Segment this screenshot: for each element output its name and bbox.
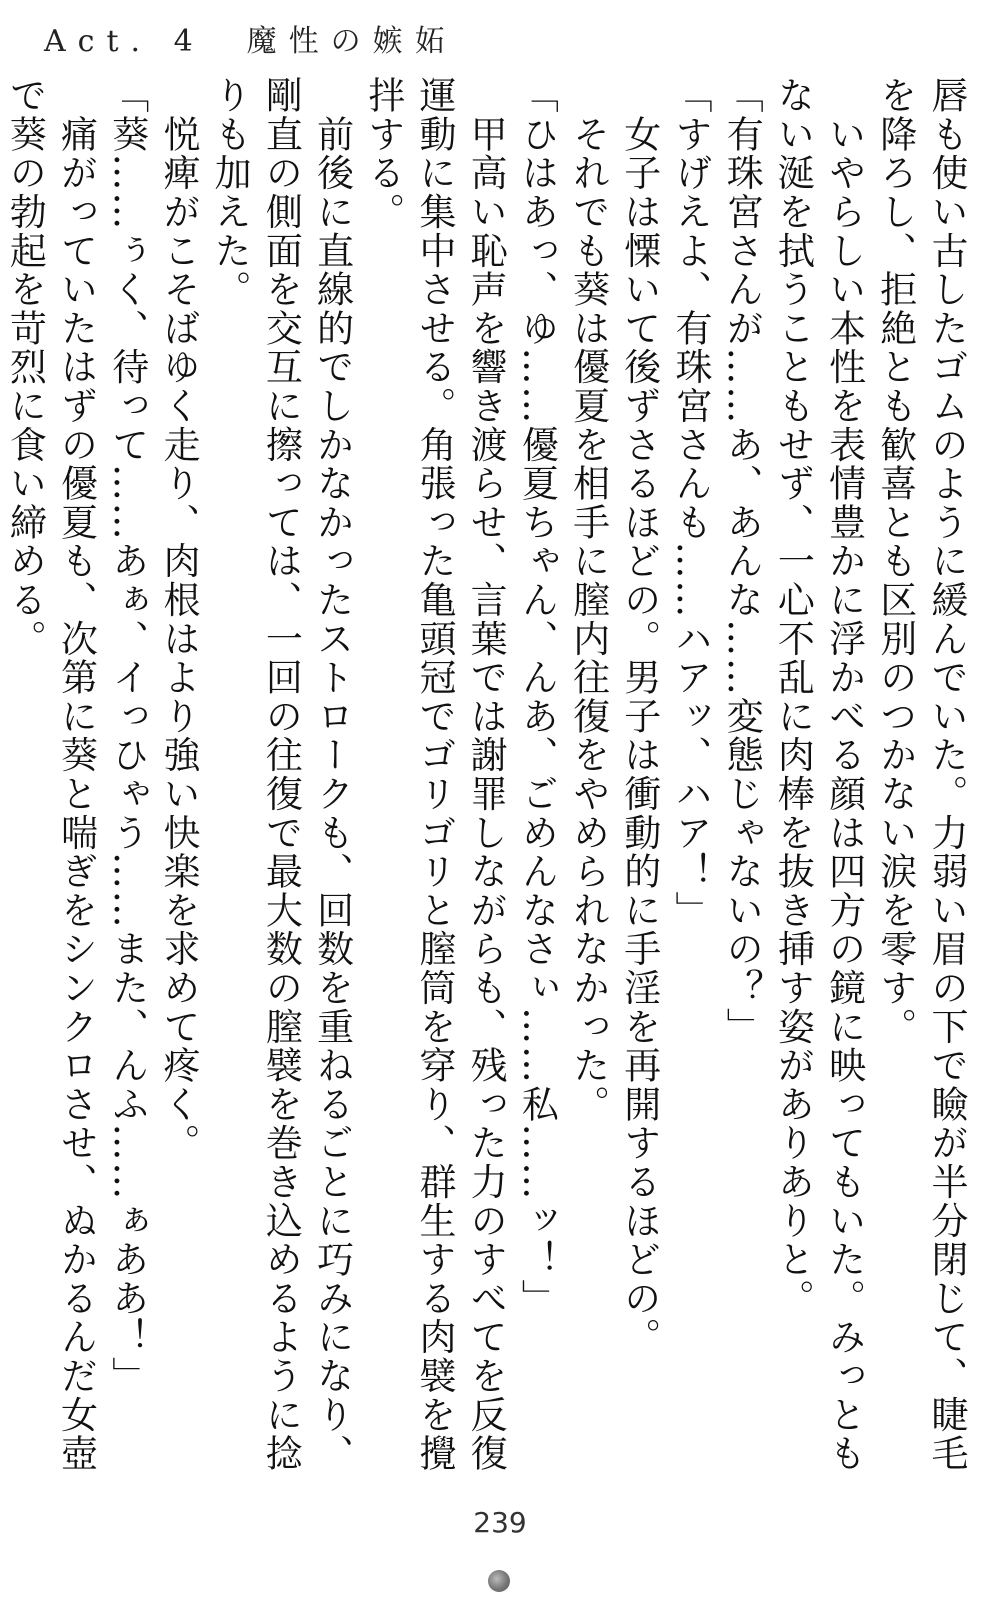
paragraph: 「すげえよ、有珠宮さんも……ハアッ、ハア！」 xyxy=(668,76,712,930)
paragraph: 「ひはあっ、ゆ……優夏ちゃん、んあ、ごめんなさぃ……私……ッ！」 xyxy=(515,76,559,1318)
paragraph: それでも葵は優夏を相手に膣内往復をやめられなかった。 xyxy=(566,76,610,1124)
paragraph: 悦痺がこそばゆく走り、肉根はより強い快楽を求めて疼く。 xyxy=(156,76,200,1163)
paragraph: 唇も使い古したゴムのように緩んでいた。力弱い眉の下で瞼が半分閉じて、睫毛を降ろし、拒絶とも歓喜とも区別のつかない涙を零す。 xyxy=(873,76,968,1473)
paragraph: 痛がっていたはずの優夏も、次第に葵と喘ぎをシンクロさせ、ぬかるんだ女壺で葵の勃起を苛烈に食い締める。 xyxy=(3,76,98,1473)
vertical-body-text xyxy=(0,76,972,1476)
paragraph: 甲高い恥声を響き渡らせ、言葉では謝罪しながらも、残った力のすべてを反復運動に集中させる。角張った亀頭冠でゴリゴリと膣筒を穿り、群生する肉襞を攪拌する。 xyxy=(361,76,508,1473)
paragraph: 「葵……ぅく、待って……あぁ、イっひゃう……また、んふ……ぁああ！」 xyxy=(105,76,149,1396)
page-number: 239 xyxy=(473,1506,527,1539)
paragraph: 前後に直線的でしかなかったストロークも、回数を重ねるごとに巧みになり、剛直の側面を交互に擦っては、一回の往復で最大数の膣襞を巻き込めるように捻りも加えた。 xyxy=(208,76,354,1473)
running-header: Act. 4 魔性の嫉妬 xyxy=(44,24,457,59)
paragraph: いやらしい本性を表情豊かに浮かべる顔は四方の鏡に映ってもいた。みっともない涎を拭うこともせず、一心不乱に肉棒を抜き挿す姿がありありと。 xyxy=(771,76,866,1473)
page-ornament-dot-icon xyxy=(488,1570,510,1592)
paragraph: 「有珠宮さんが……あ、あんな……変態じゃないの？」 xyxy=(720,76,764,1046)
paragraph: 女子は慄いて後ずさるほどの。男子は衝動的に手淫を再開するほどの。 xyxy=(617,76,661,1357)
